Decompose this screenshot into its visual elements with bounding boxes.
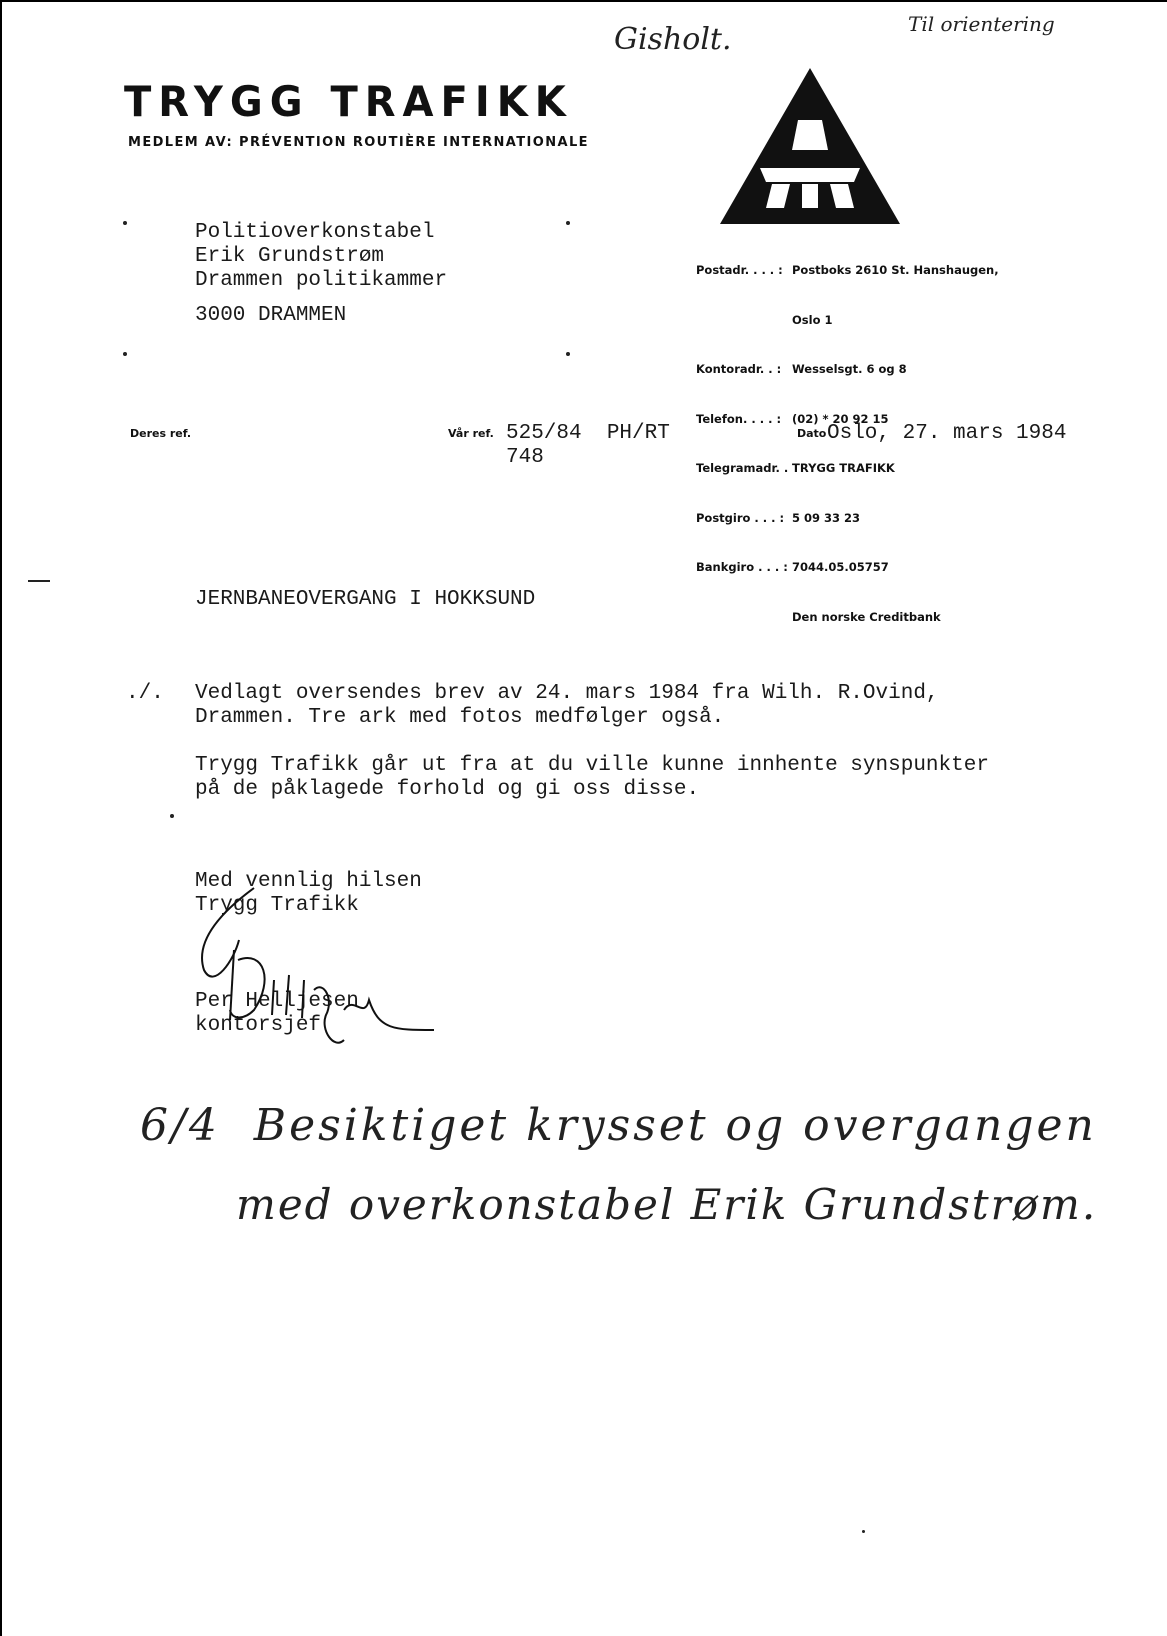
letterhead-title: TRYGG TRAFIKK (124, 78, 573, 127)
contact-row: Bankgiro . . . : 7044.05.05757 (696, 560, 889, 574)
body-line: på de påklagede forhold og gi oss disse. (195, 778, 700, 801)
stray-mark (862, 1530, 865, 1533)
handwritten-note-line2: med overkonstabel Erik Grundstrøm. (236, 1180, 1098, 1229)
letterhead-tagline: MEDLEM AV: PRÉVENTION ROUTIÈRE INTERNATIONALE (128, 135, 589, 150)
address-corner-mark (123, 352, 127, 356)
recipient-line: Politioverkonstabel (195, 221, 435, 244)
handwritten-note-top-right: Til orientering (908, 12, 1055, 36)
contact-row: Postgiro . . . : 5 09 33 23 (696, 510, 861, 525)
dato-value: Oslo, 27. mars 1984 (827, 422, 1067, 445)
var-ref-value: 525/84 PH/RT (506, 422, 670, 445)
contact-row: Oslo 1 (792, 312, 833, 327)
contact-row: Telegramadr. . TRYGG TRAFIKK (696, 461, 895, 475)
fold-mark (28, 580, 50, 582)
closing-greeting: Med vennlig hilsen (195, 870, 422, 893)
body-line: Trygg Trafikk går ut fra at du ville kunne innhente synspunkter (195, 754, 989, 777)
handwritten-note-top-left: Gisholt. (614, 22, 732, 57)
triangle-logo-icon (704, 50, 884, 206)
address-corner-mark (123, 221, 127, 225)
margin-mark (170, 814, 174, 818)
contact-row: Telefon. . . . : (02) * 20 92 15 (696, 411, 889, 426)
enclosure-mark: ./. (126, 682, 164, 705)
deres-ref-label: Deres ref. (130, 427, 192, 440)
handwritten-signature (178, 862, 428, 1052)
contact-row: Postadr. . . . : Postboks 2610 St. Hanshaugen, (696, 263, 999, 277)
recipient-line: Erik Grundstrøm (195, 245, 385, 268)
body-line: Drammen. Tre ark med fotos medfølger også. (195, 706, 725, 729)
subject-line: JERNBANEOVERGANG I HOKKSUND (195, 588, 536, 611)
recipient-postal: 3000 DRAMMEN (195, 304, 347, 327)
recipient-line: Drammen politikammer (195, 269, 448, 292)
body-line: Vedlagt oversendes brev av 24. mars 1984 fra Wilh. R.Ovind, (195, 682, 939, 705)
address-corner-mark (566, 221, 570, 225)
contact-row: Den norske Creditbank (792, 609, 941, 624)
dato-label: Dato (797, 427, 827, 440)
signer-name: Per Helljesen (195, 990, 359, 1013)
var-ref-label: Vår ref. (448, 427, 494, 440)
handwritten-note-line1: 6/4 Besiktiget krysset og overgangen (140, 1100, 1097, 1151)
contact-row: Kontoradr. . : Wesselsgt. 6 og 8 (696, 362, 907, 376)
address-corner-mark (566, 352, 570, 356)
var-ref-value-second: 748 (506, 446, 544, 469)
closing-org: Trygg Trafikk (195, 894, 359, 917)
signer-title: kontorsjef (195, 1014, 322, 1037)
